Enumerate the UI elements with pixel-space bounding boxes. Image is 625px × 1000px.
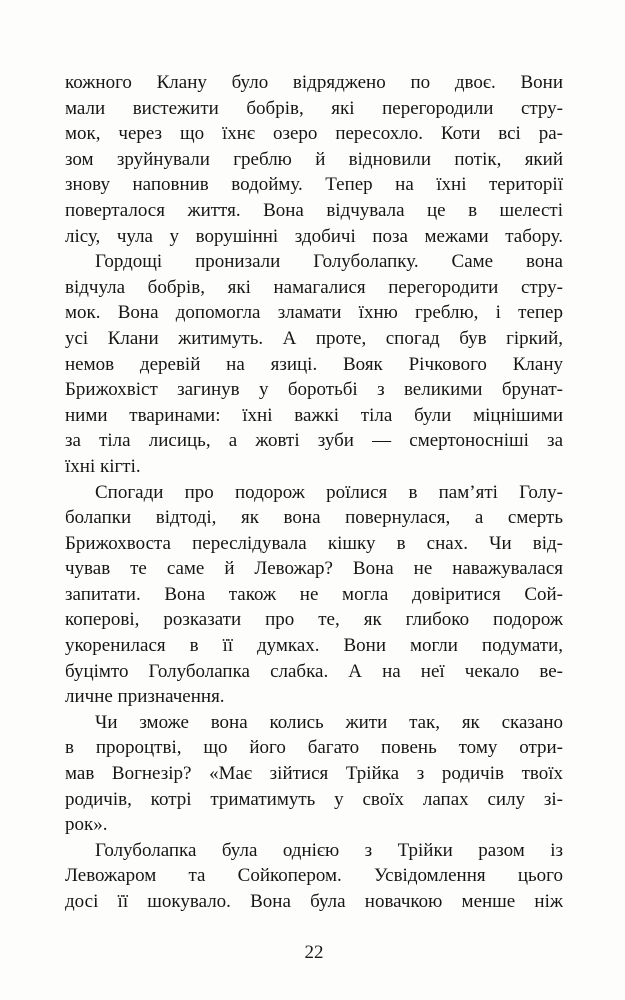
text-line: буцімто Голуболапка слабка. А на неї чекало ве- bbox=[65, 660, 563, 682]
text-line: знову наповнив водойму. Тепер на їхні території bbox=[65, 174, 563, 196]
text-line: зом зруйнували греблю й відновили потік, який bbox=[65, 148, 563, 170]
text-line: за тіла лисиць, а жовті зуби — смертоносніші за bbox=[65, 430, 563, 452]
text-line: усі Клани житимуть. А проте, спогад був гіркий, bbox=[65, 327, 563, 349]
text-line: їхні кігті. bbox=[65, 455, 141, 477]
paragraph bbox=[65, 710, 563, 838]
text-line: Брижохвоста переслідувала кішку в снах. Чи від- bbox=[65, 532, 563, 554]
text-line: укоренилася в її думках. Вони могли подумати, bbox=[65, 635, 563, 657]
text-line: в пророцтві, що його багато повень тому отри- bbox=[65, 737, 563, 759]
text-line: мок, через що їхнє озеро пересохло. Коти всі ра- bbox=[65, 123, 563, 145]
text-line: чував те саме й Левожар? Вона не наважувалася bbox=[65, 558, 563, 580]
page-number: 22 bbox=[304, 941, 324, 963]
text-line: відчула бобрів, які намагалися перегородити стру- bbox=[65, 276, 563, 298]
text-line: мок. Вона допомогла зламати їхню греблю, і тепер bbox=[65, 302, 563, 324]
text-line: рок». bbox=[65, 814, 108, 836]
text-line: Спогади про подорож роїлися в пам’яті Голу- bbox=[95, 481, 563, 503]
text-line: немов деревій на язиці. Вояк Річкового Клану bbox=[65, 353, 563, 375]
text-line: личне призначення. bbox=[65, 686, 225, 708]
text-line: Брижохвіст загинув у боротьбі з великими брунат- bbox=[65, 379, 563, 401]
text-line: Левожаром та Сойкопером. Усвідомлення цього bbox=[65, 865, 563, 887]
paragraph bbox=[65, 249, 563, 479]
text-line: запитати. Вона також не могла довіритися Сой- bbox=[65, 583, 563, 605]
text-line: поверталося життя. Вона відчувала це в шелесті bbox=[65, 199, 563, 221]
text-line: ними тваринами: їхні важкі тіла були міцнішими bbox=[65, 404, 563, 426]
paragraph bbox=[65, 480, 563, 710]
text-line: коперові, розказати про те, як глибоко подорож bbox=[65, 609, 563, 631]
page-text bbox=[65, 70, 563, 915]
text-line: кожного Клану було відряджено по двоє. Вони bbox=[65, 72, 563, 93]
paragraph bbox=[65, 838, 563, 915]
text-line: мали вистежити бобрів, які перегородили стру- bbox=[65, 97, 563, 119]
text-line: лісу, чула у ворушінні здобичі поза межами табору. bbox=[65, 225, 563, 247]
text-line: Гордощі пронизали Голуболапку. Саме вона bbox=[95, 251, 563, 273]
text-line: Чи зможе вона колись жити так, як сказано bbox=[95, 711, 563, 733]
text-line: болапки відтоді, як вона повернулася, а смерть bbox=[65, 507, 563, 529]
text-line: Голуболапка була однією з Трійки разом із bbox=[95, 839, 563, 861]
text-line: мав Вогнезір? «Має зійтися Трійка з родичів твоїх bbox=[65, 763, 563, 785]
text-line: родичів, котрі триматимуть у своїх лапах силу зі- bbox=[65, 788, 563, 810]
paragraph bbox=[65, 70, 563, 249]
text-line: досі її шокувало. Вона була новачкою менше ніж bbox=[65, 891, 563, 912]
